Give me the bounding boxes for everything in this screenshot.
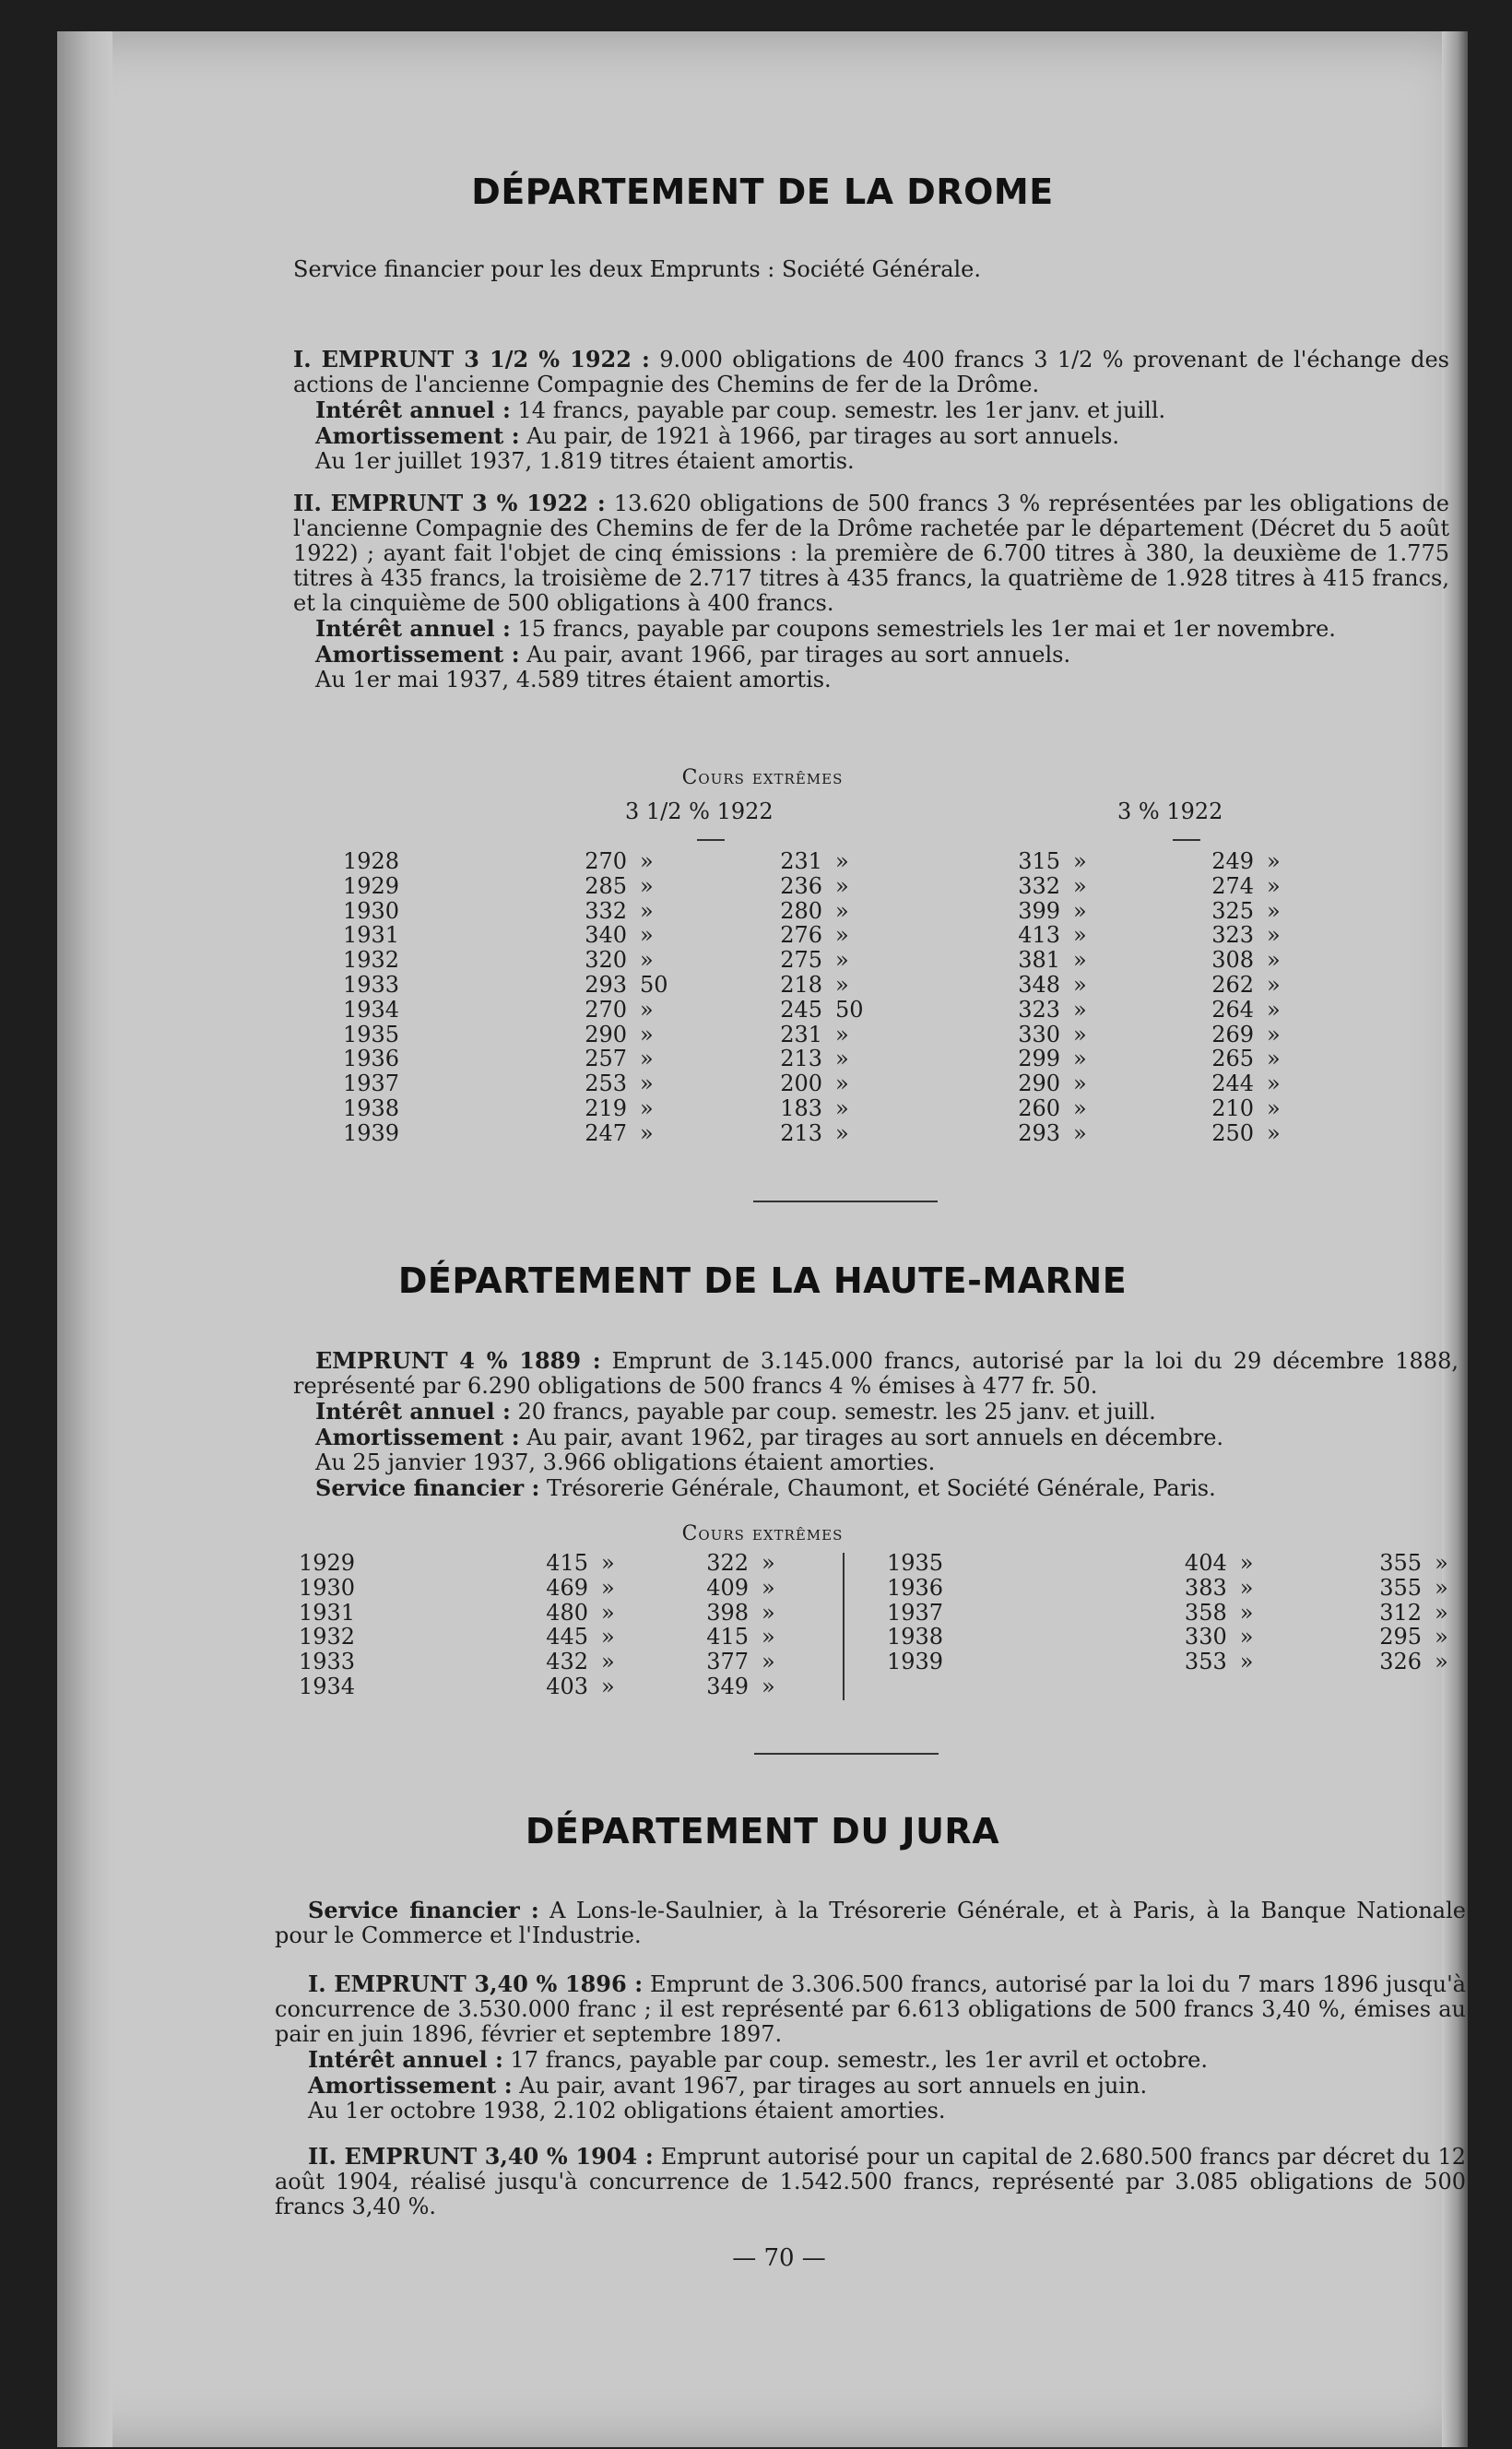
- value-cell: 290: [1018, 1071, 1060, 1097]
- value-cell: »: [1435, 1624, 1448, 1650]
- value-cell: »: [835, 1094, 849, 1121]
- hm-cours-table-left: [299, 1551, 804, 1699]
- value-cell: 183: [780, 1094, 822, 1121]
- value-cell: 253: [585, 1071, 627, 1097]
- jura-emprunt-1: [275, 1971, 1466, 2124]
- value-cell: 358: [1184, 1599, 1227, 1626]
- value-cell: »: [762, 1649, 775, 1675]
- section-title-haute-marne: DÉPARTEMENT DE LA HAUTE-MARNE: [397, 1260, 1128, 1301]
- table-row: [299, 1551, 804, 1576]
- value-cell: »: [1267, 971, 1281, 998]
- value-cell: 257: [585, 1046, 627, 1072]
- hm-e-text: Emprunt de 3.145.000 francs, autorisé par la loi du 29 décembre 1888, représenté par 6.290 obligations de 500 francs 4 % émises à 477 fr. 50.: [293, 1348, 1459, 1399]
- value-cell: 276: [780, 922, 822, 949]
- value-cell: 285: [585, 872, 627, 899]
- hm-note: Au 25 janvier 1937, 3.966 obligations étaient amorties.: [315, 1449, 936, 1475]
- value-cell: »: [640, 897, 654, 924]
- table-row: [343, 1047, 1309, 1071]
- value-cell: »: [640, 947, 654, 974]
- value-cell: »: [762, 1550, 775, 1576]
- jura-e1-note: Au 1er octobre 1938, 2.102 obligations étaient amorties.: [308, 2098, 946, 2124]
- value-cell: 355: [1379, 1574, 1423, 1601]
- table-row: [299, 1625, 804, 1650]
- drome-e2-text: 13.620 obligations de 500 francs 3 % représentées par les obligations de l'ancienne Compagnie des Chemins de fer de la Drôme rachetée par le département (Décret du 5 août 1922) ; ayant fait l'objet de cinq émissions : la première de 6.700 titres à 380, la deuxième de 1.775 titres à 435 francs, la troisième de 2.717 titres à 435 francs, la quatrième de 1.928 titres à 415 francs, et la cinquième de 500 obligations à 400 francs.: [293, 491, 1449, 616]
- value-cell: »: [640, 848, 654, 874]
- jura-e1-interet: 17 francs, payable par coup. semestr., les 1er avril et octobre.: [510, 2047, 1208, 2073]
- drome-e1-interet: 14 francs, payable par coup. semestr. les 1er janv. et juill.: [517, 397, 1166, 423]
- drome-col2-underline: [1173, 839, 1200, 841]
- value-cell: »: [640, 1119, 654, 1146]
- value-cell: 320: [585, 947, 627, 974]
- value-cell: 265: [1211, 1046, 1254, 1072]
- value-cell: »: [1239, 1624, 1254, 1650]
- year-cell: 1932: [343, 947, 400, 974]
- drome-e1-amort: Au pair, de 1921 à 1966, par tirages au sort annuels.: [526, 423, 1120, 449]
- jura-service: [275, 1898, 1466, 1948]
- value-cell: 326: [1379, 1649, 1423, 1675]
- value-cell: 262: [1211, 971, 1254, 998]
- table-row: [343, 1023, 1309, 1047]
- value-cell: »: [1073, 872, 1087, 899]
- value-cell: »: [1267, 872, 1281, 899]
- drome-col1-underline: [697, 839, 725, 841]
- value-cell: 293: [585, 971, 627, 998]
- value-cell: »: [835, 897, 849, 924]
- table-row: [343, 899, 1309, 924]
- value-cell: 348: [1018, 971, 1060, 998]
- hm-table-divider: [843, 1553, 845, 1700]
- value-cell: 330: [1184, 1624, 1227, 1650]
- value-cell: »: [835, 1046, 849, 1072]
- value-cell: 312: [1379, 1599, 1423, 1626]
- value-cell: 245: [780, 996, 822, 1023]
- value-cell: »: [1267, 848, 1281, 874]
- table-row: [343, 1121, 1309, 1146]
- jura-e2-head: II. EMPRUNT 3,40 % 1904 :: [308, 2143, 654, 2170]
- year-cell: 1932: [299, 1624, 356, 1650]
- value-cell: 236: [780, 872, 822, 899]
- table-row: [887, 1650, 1468, 1674]
- value-cell: »: [1267, 922, 1281, 949]
- year-cell: 1936: [887, 1574, 944, 1601]
- drome-e2-amort-label: Amortissement :: [315, 641, 520, 668]
- jura-e1-head: I. EMPRUNT 3,40 % 1896 :: [308, 1970, 644, 1997]
- value-cell: »: [835, 947, 849, 974]
- year-cell: 1937: [343, 1071, 400, 1097]
- section-title-drome: DÉPARTEMENT DE LA DROME: [471, 172, 1054, 212]
- value-cell: 383: [1184, 1574, 1227, 1601]
- value-cell: 332: [585, 897, 627, 924]
- value-cell: »: [1073, 1094, 1087, 1121]
- value-cell: »: [762, 1599, 775, 1626]
- value-cell: »: [1435, 1550, 1448, 1576]
- value-cell: 299: [1018, 1046, 1060, 1072]
- value-cell: 415: [546, 1550, 588, 1576]
- year-cell: 1938: [887, 1624, 944, 1650]
- table-row: [343, 849, 1309, 874]
- value-cell: »: [1073, 1071, 1087, 1097]
- table-row: [299, 1601, 804, 1626]
- value-cell: 250: [1211, 1119, 1254, 1146]
- value-cell: »: [1267, 1094, 1281, 1121]
- hm-e-head: EMPRUNT 4 % 1889 :: [315, 1347, 601, 1374]
- value-cell: »: [1267, 1071, 1281, 1097]
- table-row: [343, 948, 1309, 973]
- value-cell: 231: [780, 848, 822, 874]
- value-cell: 270: [585, 848, 627, 874]
- value-cell: »: [601, 1649, 615, 1675]
- value-cell: 290: [585, 1021, 627, 1047]
- value-cell: 432: [546, 1649, 588, 1675]
- year-cell: 1929: [343, 872, 400, 899]
- year-cell: 1937: [887, 1599, 944, 1626]
- value-cell: »: [835, 1071, 849, 1097]
- value-cell: »: [1073, 922, 1087, 949]
- value-cell: 244: [1211, 1071, 1254, 1097]
- drome-e2-head: II. EMPRUNT 3 % 1922 :: [293, 490, 606, 516]
- value-cell: 200: [780, 1071, 822, 1097]
- value-cell: 381: [1018, 947, 1060, 974]
- section-title-jura: DÉPARTEMENT DU JURA: [525, 1811, 1000, 1852]
- drome-service: Service financier pour les deux Emprunts : Société Générale.: [293, 256, 982, 282]
- value-cell: »: [762, 1673, 775, 1699]
- value-cell: 213: [780, 1046, 822, 1072]
- value-cell: »: [1239, 1550, 1254, 1576]
- value-cell: 409: [706, 1574, 749, 1601]
- value-cell: »: [1073, 971, 1087, 998]
- drome-cours-table: [343, 849, 1309, 1146]
- value-cell: 50: [640, 971, 668, 998]
- table-row: [299, 1674, 804, 1699]
- value-cell: 260: [1018, 1094, 1060, 1121]
- value-cell: »: [1073, 897, 1087, 924]
- drome-emprunt-1: [293, 347, 1449, 474]
- value-cell: »: [640, 996, 654, 1023]
- drome-e1-text: 9.000 obligations de 400 francs 3 1/2 % provenant de l'échange des actions de l'ancienne Compagnie des Chemins de fer de la Drôme.: [293, 347, 1449, 397]
- table-row: [887, 1601, 1468, 1626]
- value-cell: »: [640, 872, 654, 899]
- year-cell: 1928: [343, 848, 400, 874]
- value-cell: 413: [1018, 922, 1060, 949]
- hm-service: Trésorerie Générale, Chaumont, et Société Générale, Paris.: [546, 1475, 1216, 1501]
- hm-cours-caption: Cours extrêmes: [681, 1522, 844, 1545]
- year-cell: 1934: [343, 996, 400, 1023]
- value-cell: 219: [585, 1094, 627, 1121]
- value-cell: »: [835, 1119, 849, 1146]
- binding-gutter: [57, 31, 112, 2447]
- table-row: [887, 1625, 1468, 1650]
- value-cell: »: [1073, 947, 1087, 974]
- year-cell: 1930: [343, 897, 400, 924]
- value-cell: »: [1267, 996, 1281, 1023]
- drome-e2-interet: 15 francs, payable par coupons semestriels les 1er mai et 1er novembre.: [517, 616, 1336, 642]
- value-cell: »: [1267, 897, 1281, 924]
- drome-e1-head: I. EMPRUNT 3 1/2 % 1922 :: [293, 346, 650, 373]
- value-cell: »: [835, 971, 849, 998]
- value-cell: 398: [706, 1599, 749, 1626]
- jura-service-label: Service financier :: [308, 1897, 539, 1923]
- value-cell: »: [640, 1046, 654, 1072]
- value-cell: 308: [1211, 947, 1254, 974]
- jura-e1-amort-label: Amortissement :: [308, 2072, 513, 2099]
- value-cell: 332: [1018, 872, 1060, 899]
- value-cell: 264: [1211, 996, 1254, 1023]
- value-cell: 377: [706, 1649, 749, 1675]
- value-cell: »: [1239, 1599, 1254, 1626]
- hm-amort-label: Amortissement :: [315, 1424, 520, 1450]
- value-cell: 353: [1184, 1649, 1227, 1675]
- value-cell: 293: [1018, 1119, 1060, 1146]
- year-cell: 1931: [343, 922, 400, 949]
- year-cell: 1930: [299, 1574, 356, 1601]
- value-cell: 269: [1211, 1021, 1254, 1047]
- value-cell: 349: [706, 1673, 749, 1699]
- value-cell: »: [1073, 1046, 1087, 1072]
- drome-e2-amort: Au pair, avant 1966, par tirages au sort annuels.: [526, 642, 1071, 668]
- table-row: [299, 1576, 804, 1601]
- value-cell: »: [1239, 1574, 1254, 1601]
- year-cell: 1931: [299, 1599, 356, 1626]
- value-cell: »: [835, 848, 849, 874]
- table-row: [343, 973, 1309, 998]
- value-cell: 274: [1211, 872, 1254, 899]
- section-divider: [753, 1201, 938, 1202]
- value-cell: »: [1073, 1021, 1087, 1047]
- value-cell: 322: [706, 1550, 749, 1576]
- value-cell: 415: [706, 1624, 749, 1650]
- value-cell: »: [1239, 1649, 1254, 1675]
- value-cell: »: [1073, 848, 1087, 874]
- value-cell: 275: [780, 947, 822, 974]
- value-cell: »: [1435, 1574, 1448, 1601]
- value-cell: 295: [1379, 1624, 1423, 1650]
- drome-cours-caption: Cours extrêmes: [681, 766, 844, 789]
- table-row: [343, 874, 1309, 899]
- value-cell: 213: [780, 1119, 822, 1146]
- value-cell: 340: [585, 922, 627, 949]
- jura-e2-text: Emprunt autorisé pour un capital de 2.680.500 francs par décret du 12 août 1904, réalisé jusqu'à concurrence de 1.542.500 francs, représenté par 3.085 obligations de 500 francs 3,40 %.: [275, 2144, 1466, 2219]
- value-cell: 315: [1018, 848, 1060, 874]
- value-cell: »: [1267, 1021, 1281, 1047]
- drome-e2-note: Au 1er mai 1937, 4.589 titres étaient amortis.: [315, 667, 832, 692]
- year-cell: 1929: [299, 1550, 356, 1576]
- jura-e1-amort: Au pair, avant 1967, par tirages au sort annuels en juin.: [519, 2073, 1148, 2099]
- section-divider: [754, 1753, 939, 1755]
- value-cell: »: [1073, 996, 1087, 1023]
- drome-e2-interet-label: Intérêt annuel :: [315, 615, 511, 642]
- drome-col2-head: 3 % 1922: [1117, 799, 1223, 824]
- table-row: [343, 923, 1309, 948]
- value-cell: »: [640, 922, 654, 949]
- hm-interet: 20 francs, payable par coup. semestr. les 25 janv. et juill.: [517, 1399, 1156, 1425]
- value-cell: 270: [585, 996, 627, 1023]
- year-cell: 1933: [299, 1649, 356, 1675]
- drome-e1-interet-label: Intérêt annuel :: [315, 396, 511, 423]
- value-cell: 469: [546, 1574, 588, 1601]
- table-row: [343, 998, 1309, 1023]
- drome-e1-amort-label: Amortissement :: [315, 422, 520, 449]
- value-cell: »: [601, 1574, 615, 1601]
- hm-cours-table-right: [887, 1551, 1468, 1674]
- table-row: [343, 1096, 1309, 1121]
- value-cell: 399: [1018, 897, 1060, 924]
- value-cell: »: [762, 1624, 775, 1650]
- year-cell: 1933: [343, 971, 400, 998]
- value-cell: 218: [780, 971, 822, 998]
- scanned-page: [57, 31, 1468, 2447]
- value-cell: »: [601, 1673, 615, 1699]
- value-cell: »: [835, 872, 849, 899]
- year-cell: 1935: [343, 1021, 400, 1047]
- jura-e1-text: Emprunt de 3.306.500 francs, autorisé par la loi du 7 mars 1896 jusqu'à concurrence de 3.530.000 franc ; il est représenté par 6.613 obligations de 500 francs 3,40 %, émises au pair en juin 1896, février et septembre 1897.: [275, 1971, 1466, 2047]
- value-cell: »: [1435, 1649, 1448, 1675]
- value-cell: »: [640, 1071, 654, 1097]
- hm-emprunt: [293, 1348, 1459, 1501]
- value-cell: »: [1267, 1046, 1281, 1072]
- hm-interet-label: Intérêt annuel :: [315, 1398, 511, 1425]
- year-cell: 1939: [343, 1119, 400, 1146]
- value-cell: »: [601, 1599, 615, 1626]
- value-cell: »: [1073, 1119, 1087, 1146]
- value-cell: 445: [546, 1624, 588, 1650]
- value-cell: »: [640, 1021, 654, 1047]
- value-cell: 249: [1211, 848, 1254, 874]
- value-cell: »: [1267, 1119, 1281, 1146]
- table-row: [887, 1576, 1468, 1601]
- value-cell: 323: [1211, 922, 1254, 949]
- value-cell: »: [601, 1624, 615, 1650]
- jura-emprunt-2: [275, 2144, 1466, 2219]
- table-row: [343, 1071, 1309, 1096]
- value-cell: »: [640, 1094, 654, 1121]
- value-cell: »: [1435, 1599, 1448, 1626]
- year-cell: 1935: [887, 1550, 944, 1576]
- jura-service-text: A Lons-le-Saulnier, à la Trésorerie Générale, et à Paris, à la Banque Nationale pour le Commerce et l'Industrie.: [275, 1898, 1466, 1948]
- value-cell: 210: [1211, 1094, 1254, 1121]
- value-cell: 355: [1379, 1550, 1423, 1576]
- value-cell: »: [762, 1574, 775, 1601]
- jura-e1-interet-label: Intérêt annuel :: [308, 2046, 503, 2073]
- year-cell: 1938: [343, 1094, 400, 1121]
- drome-e1-note: Au 1er juillet 1937, 1.819 titres étaient amortis.: [315, 448, 855, 474]
- value-cell: 323: [1018, 996, 1060, 1023]
- page-number: — 70 —: [732, 2244, 826, 2272]
- value-cell: 480: [546, 1599, 588, 1626]
- value-cell: 330: [1018, 1021, 1060, 1047]
- value-cell: 403: [546, 1673, 588, 1699]
- drome-col1-head: 3 1/2 % 1922: [625, 799, 774, 824]
- value-cell: »: [835, 922, 849, 949]
- value-cell: 50: [835, 996, 864, 1023]
- table-row: [299, 1650, 804, 1674]
- year-cell: 1934: [299, 1673, 356, 1699]
- drome-emprunt-2: [293, 491, 1449, 692]
- value-cell: 231: [780, 1021, 822, 1047]
- value-cell: 325: [1211, 897, 1254, 924]
- year-cell: 1939: [887, 1649, 944, 1675]
- value-cell: »: [835, 1021, 849, 1047]
- table-row: [887, 1551, 1468, 1576]
- value-cell: 280: [780, 897, 822, 924]
- value-cell: 404: [1184, 1550, 1227, 1576]
- value-cell: 247: [585, 1119, 627, 1146]
- value-cell: »: [601, 1550, 615, 1576]
- value-cell: »: [1267, 947, 1281, 974]
- year-cell: 1936: [343, 1046, 400, 1072]
- hm-amort: Au pair, avant 1962, par tirages au sort annuels en décembre.: [526, 1425, 1224, 1450]
- hm-service-label: Service financier :: [315, 1474, 540, 1501]
